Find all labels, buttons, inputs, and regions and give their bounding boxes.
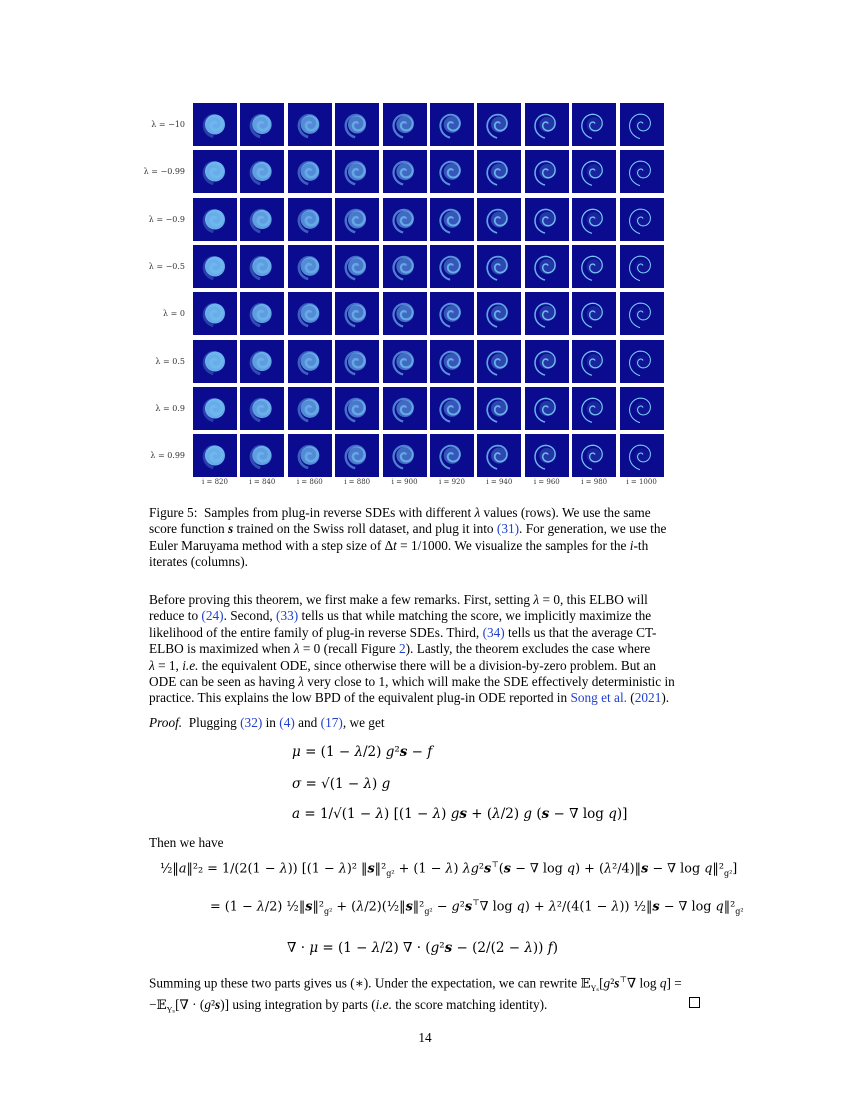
sample-panel [477,198,521,241]
swiss-roll-samples [525,387,569,430]
swiss-roll-samples [288,150,332,193]
swiss-roll-samples [477,150,521,193]
sample-panel [620,434,664,477]
sample-panel [383,292,427,335]
sample-panel [335,245,379,288]
swiss-roll-samples [525,340,569,383]
swiss-roll-samples [240,103,284,146]
paragraph-line-6: ODE can be seen as having λ very close to 1, which will make the SDE effectively deterministic in [149,674,675,690]
swiss-roll-samples [620,340,664,383]
swiss-roll-samples [383,434,427,477]
row-label: λ = 0 [163,309,185,319]
sample-panel [335,292,379,335]
equation-sigma: σ = √(1 − λ) g [292,776,391,792]
swiss-roll-samples [193,245,237,288]
row-label: λ = −0.5 [148,261,185,271]
sample-panel [430,198,474,241]
row-label: λ = 0.5 [155,356,185,366]
swiss-roll-samples [430,292,474,335]
swiss-roll-samples [288,434,332,477]
swiss-roll-samples [620,434,664,477]
sample-panel [620,387,664,430]
sample-panel [383,387,427,430]
column-label: i = 940 [486,478,513,487]
swiss-roll-samples [572,245,616,288]
figure-caption [149,505,700,571]
swiss-roll-samples [477,340,521,383]
sample-panel [572,103,616,146]
sample-panel [240,387,284,430]
caption-line-4: iterates (columns). [149,554,248,570]
swiss-roll-samples [383,340,427,383]
sample-panel [335,103,379,146]
sample-panel [430,245,474,288]
sample-panel [430,340,474,383]
row-label: λ = −0.99 [143,167,185,177]
sample-panel [383,245,427,288]
sample-panel [620,198,664,241]
sample-panel [193,292,237,335]
column-label: i = 980 [581,478,608,487]
sample-panel [620,292,664,335]
sample-panel [477,292,521,335]
sample-panel [383,340,427,383]
proof-closing [149,972,700,1020]
sample-panel [525,198,569,241]
page-number: 14 [418,1030,432,1045]
swiss-roll-samples [335,245,379,288]
sample-panel [477,340,521,383]
swiss-roll-samples [383,387,427,430]
caption-line-2: score function s trained on the Swiss roll dataset, and plug it into (31). For generation, we use the [149,521,667,537]
proof-intro: Proof. Plugging (32) in (4) and (17), we get [149,715,385,730]
swiss-roll-samples [240,198,284,241]
swiss-roll-samples [288,198,332,241]
sample-panel [430,434,474,477]
column-label: i = 820 [202,478,228,487]
sample-panel [477,245,521,288]
swiss-roll-samples [335,103,379,146]
swiss-roll-samples [193,292,237,335]
sample-panel [240,198,284,241]
sample-panel [430,150,474,193]
paragraph-line-3: likelihood of the entire family of plug-in reverse SDEs. Third, (34) tells us that the average CT- [149,624,657,640]
swiss-roll-samples [477,103,521,146]
sample-panel [288,387,332,430]
paragraph-line-5: λ = 1, i.e. the equivalent ODE, since otherwise there will be a division-by-zero problem. But an [149,657,656,673]
sample-panel [240,103,284,146]
swiss-roll-samples [477,245,521,288]
qed-box [689,997,700,1008]
equation-norm-2: = (1 − λ/2) $\frac{1}{2}‖s‖^2_{g^2}$ + $(\lambda/2)(\frac{1}{2}‖s‖^2_{g^2} - g^2s^⊤\nabla$ log q) + λ²/(4(1 − λ)) ½‖s − ∇ $\log q‖^2_{g^2}$ [210,898,744,916]
caption-line-1: Figure 5: Samples from plug-in reverse SDEs with different λ values (rows). We use the same [149,505,651,520]
sample-panel [240,340,284,383]
swiss-roll-samples [620,387,664,430]
sample-panel [477,150,521,193]
sample-panel [383,103,427,146]
sample-panel [335,198,379,241]
swiss-roll-samples [477,198,521,241]
column-label: i = 960 [533,478,560,487]
column-label: i = 880 [344,478,371,487]
sample-panel [288,292,332,335]
sample-panel [620,245,664,288]
swiss-roll-samples [240,245,284,288]
swiss-roll-samples [430,245,474,288]
swiss-roll-samples [335,150,379,193]
swiss-roll-samples [477,292,521,335]
sample-panel [383,434,427,477]
swiss-roll-samples [193,340,237,383]
sample-panel [525,292,569,335]
sample-panel [335,150,379,193]
swiss-roll-samples [383,103,427,146]
sample-panel [193,340,237,383]
swiss-roll-samples [430,434,474,477]
paragraph-line-1: Before proving this theorem, we first make a few remarks. First, setting λ = 0, this ELBO will [149,592,648,607]
swiss-roll-samples [525,434,569,477]
column-label: i = 900 [391,478,418,487]
sample-panel [430,292,474,335]
sample-panel [477,387,521,430]
sample-panel [383,198,427,241]
swiss-roll-samples [477,387,521,430]
swiss-roll-samples [525,103,569,146]
sample-panel [525,434,569,477]
swiss-roll-samples [335,434,379,477]
remarks-paragraph [149,592,700,707]
equation-a: a = 1/√(1 − λ) [(1 − λ) gs + (λ/2) g (s − ∇ log q)] [292,806,628,822]
sample-panel [288,103,332,146]
sample-panel [430,103,474,146]
sample-panel [240,245,284,288]
sample-panel [620,103,664,146]
swiss-roll-samples [620,292,664,335]
swiss-roll-samples [572,292,616,335]
sample-panel [572,340,616,383]
equation-divergence: ∇ · μ = (1 − λ/2) ∇ · (g²s − (2/(2 − λ)) f) [287,940,558,956]
sample-panel [620,340,664,383]
swiss-roll-samples [572,387,616,430]
column-label: i = 840 [249,478,276,487]
swiss-roll-samples [383,292,427,335]
swiss-roll-samples [240,292,284,335]
sample-panel [572,245,616,288]
sample-panel [430,387,474,430]
sample-panel [335,340,379,383]
sample-panel [525,245,569,288]
swiss-roll-samples [193,198,237,241]
sample-panel [193,245,237,288]
equation-norm-1: ½‖a‖²₂ = 1/(2(1 − λ)) [(1 − λ)² $‖s‖^2_{g^2} + (1 - \lambda) \lambda g^2s^⊤(s$ − ∇ log q) + (λ²/4)‖s − ∇ $\log q‖^2_{g^2}$] [160,860,738,878]
sample-panel [288,245,332,288]
swiss-roll-samples [620,150,664,193]
sample-panel [383,150,427,193]
swiss-roll-samples [240,387,284,430]
sample-panel [525,150,569,193]
swiss-roll-samples [525,150,569,193]
sample-panel [288,434,332,477]
paragraph-line-4: ELBO is maximized when λ = 0 (recall Figure 2). Lastly, the theorem excludes the case where [149,641,651,657]
column-label: i = 860 [296,478,323,487]
sample-panel [620,150,664,193]
swiss-roll-samples [288,387,332,430]
sample-panel [193,387,237,430]
column-label: i = 920 [439,478,465,487]
swiss-roll-samples [383,198,427,241]
sample-panel [193,150,237,193]
swiss-roll-samples [430,198,474,241]
swiss-roll-samples [430,387,474,430]
swiss-roll-samples [572,340,616,383]
swiss-roll-samples [525,198,569,241]
swiss-roll-samples [430,150,474,193]
sample-panel [288,150,332,193]
swiss-roll-samples [572,103,616,146]
closing-line-2: −𝔼$_{Y_s}$[∇ · (g²s)] using integration by parts (i.e. the score matching identity). [149,997,700,1019]
sample-panel [572,150,616,193]
sample-panel [240,292,284,335]
then-we-have: Then we have [149,835,224,850]
swiss-roll-samples [383,150,427,193]
swiss-roll-samples [335,340,379,383]
swiss-roll-samples [193,103,237,146]
sample-panel [193,434,237,477]
swiss-roll-samples [240,340,284,383]
sample-panel [525,340,569,383]
swiss-roll-samples [335,198,379,241]
sample-panel [572,434,616,477]
sample-panel [572,198,616,241]
sample-panel [525,387,569,430]
sample-panel [193,198,237,241]
sample-panel [288,198,332,241]
sample-panel [477,103,521,146]
equation-mu: μ = (1 − λ/2) g²s − f [292,744,433,760]
swiss-roll-samples [193,434,237,477]
swiss-roll-samples [572,198,616,241]
swiss-roll-samples [240,150,284,193]
row-label: λ = 0.9 [155,403,185,413]
sample-panel [335,434,379,477]
swiss-roll-samples [288,292,332,335]
swiss-roll-samples [240,434,284,477]
row-label: λ = −0.9 [148,214,185,224]
swiss-roll-samples [525,292,569,335]
row-label: λ = 0.99 [150,451,185,461]
sample-panel [193,103,237,146]
swiss-roll-samples [430,340,474,383]
paragraph-line-2: reduce to (24). Second, (33) tells us that while matching the score, we implicitly maximize the [149,608,652,624]
paragraph-line-7: practice. This explains the low BPD of the equivalent plug-in ODE reported in Song et al. (2021). [149,690,670,706]
sample-grid [193,103,667,482]
sample-panel [572,387,616,430]
swiss-roll-samples [335,387,379,430]
sample-panel [572,292,616,335]
swiss-roll-samples [430,103,474,146]
sample-panel [288,340,332,383]
swiss-roll-samples [288,103,332,146]
sample-panel [525,103,569,146]
sample-panel [477,434,521,477]
swiss-roll-samples [193,150,237,193]
swiss-roll-samples [193,387,237,430]
swiss-roll-samples [477,434,521,477]
swiss-roll-samples [620,198,664,241]
swiss-roll-samples [572,150,616,193]
swiss-roll-samples [620,103,664,146]
swiss-roll-samples [383,245,427,288]
sample-panel [240,434,284,477]
swiss-roll-samples [335,292,379,335]
row-label: λ = −10 [151,120,185,129]
swiss-roll-samples [525,245,569,288]
swiss-roll-samples [288,340,332,383]
swiss-roll-samples [572,434,616,477]
closing-line-1: Summing up these two parts gives us (∗). Under the expectation, we can rewrite 𝔼$_{Y_s}$[g²s⊤∇ log q] = [149,975,682,994]
caption-line-3: Euler Maruyama method with a step size of Δt = 1/1000. We visualize the samples for the i-th [149,537,649,553]
column-label: i = 1000 [626,478,657,487]
swiss-roll-samples [620,245,664,288]
swiss-roll-samples [288,245,332,288]
sample-panel [335,387,379,430]
sample-panel [240,150,284,193]
